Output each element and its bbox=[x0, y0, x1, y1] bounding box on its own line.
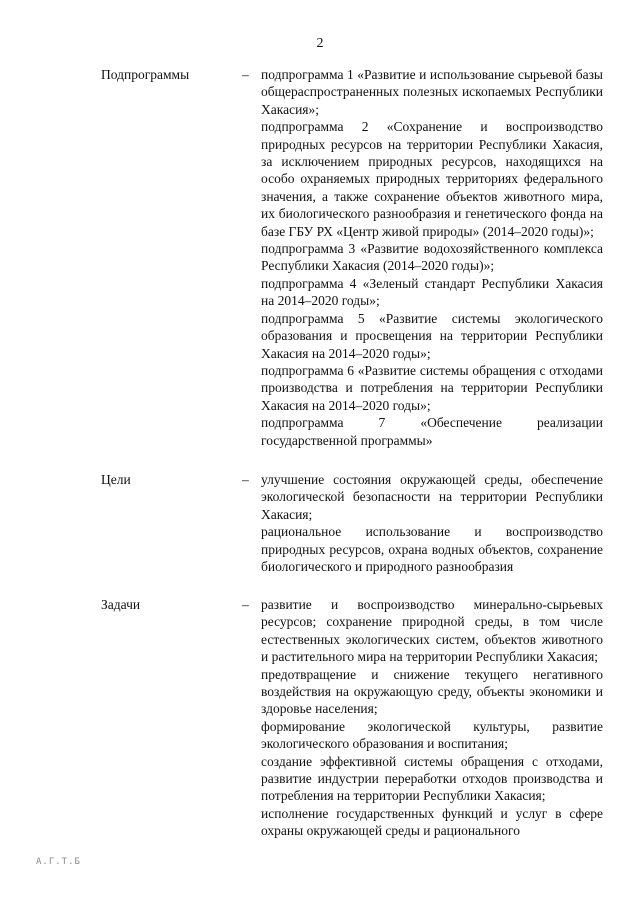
section-body-programs bbox=[261, 66, 603, 449]
section-body-tasks bbox=[261, 596, 603, 840]
task-paragraph: развитие и воспроизводство минерально-сырьевых ресурсов; сохранение природной среды, в том числе естественных экологических систем, объектов животного и растительного мира на территории Республики Хакасия; bbox=[261, 597, 603, 665]
subprogram-1-paragraph: подпрограмма 1 «Развитие и использование сырьевой базы общераспространенных полезных ископаемых Республики Хакасия»; bbox=[261, 67, 603, 117]
subprogram-2-paragraph: подпрограмма 2 «Сохранение и воспроизводство природных ресурсов на территории Республики Хакасия, за исключением природных ресурсов, находящихся на особо охраняемых природных территориях федерального значения, а также сохранение объектов животного мира, их биологического разнообразия и генетического фонда на базе ГБУ РХ «Центр живой природы» (2014–2020 годы)»; bbox=[261, 119, 603, 239]
section-label-programs: Подпрограммы bbox=[101, 67, 190, 82]
subprogram-3-paragraph: подпрограмма 3 «Развитие водохозяйственного комплекса Республики Хакасия (2014–2020 годы)»; bbox=[261, 241, 603, 274]
subprogram-7-paragraph: подпрограмма 7 «Обеспечение реализации государственной программы» bbox=[261, 415, 603, 448]
section-label-tasks: Задачи bbox=[101, 597, 141, 612]
section-dash: – bbox=[242, 67, 249, 82]
task-paragraph: исполнение государственных функций и услуг в сфере охраны окружающей среды и рационального bbox=[261, 805, 603, 839]
goal-paragraph: рациональное использование и воспроизводство природных ресурсов, охрана водных объектов, сохранение биологического и природного разнообразия bbox=[261, 524, 603, 575]
section-label-goals: Цели bbox=[101, 472, 131, 487]
subprogram-4-paragraph: подпрограмма 4 «Зеленый стандарт Республики Хакасия на 2014–2020 годы»; bbox=[261, 275, 603, 309]
task-paragraph: формирование экологической культуры, развитие экологического образования и воспитания; bbox=[261, 718, 603, 752]
section-dash: – bbox=[242, 472, 249, 487]
scan-mark: А.Г.Т.Б bbox=[36, 857, 81, 867]
section-dash: – bbox=[242, 597, 249, 612]
task-paragraph: создание эффективной системы обращения с отходами, развитие индустрии переработки отходов производства и потребления на территории Республики Хакасия; bbox=[261, 753, 603, 804]
goal-paragraph: улучшение состояния окружающей среды, обеспечение экологической безопасности на территории Республики Хакасия; bbox=[261, 472, 603, 522]
section-body-goals bbox=[261, 471, 603, 575]
task-paragraph: предотвращение и снижение текущего негативного воздействия на окружающую среду, объекты экономики и здоровье населения; bbox=[261, 666, 603, 717]
page-number: 2 bbox=[316, 36, 324, 51]
subprogram-5-paragraph: подпрограмма 5 «Развитие системы экологического образования и просвещения на территории Республики Хакасия на 2014–2020 годы»; bbox=[261, 310, 603, 361]
subprogram-6-paragraph: подпрограмма 6 «Развитие системы обращения с отходами производства и потребления на территории Республики Хакасия на 2014–2020 годы»; bbox=[261, 362, 603, 413]
